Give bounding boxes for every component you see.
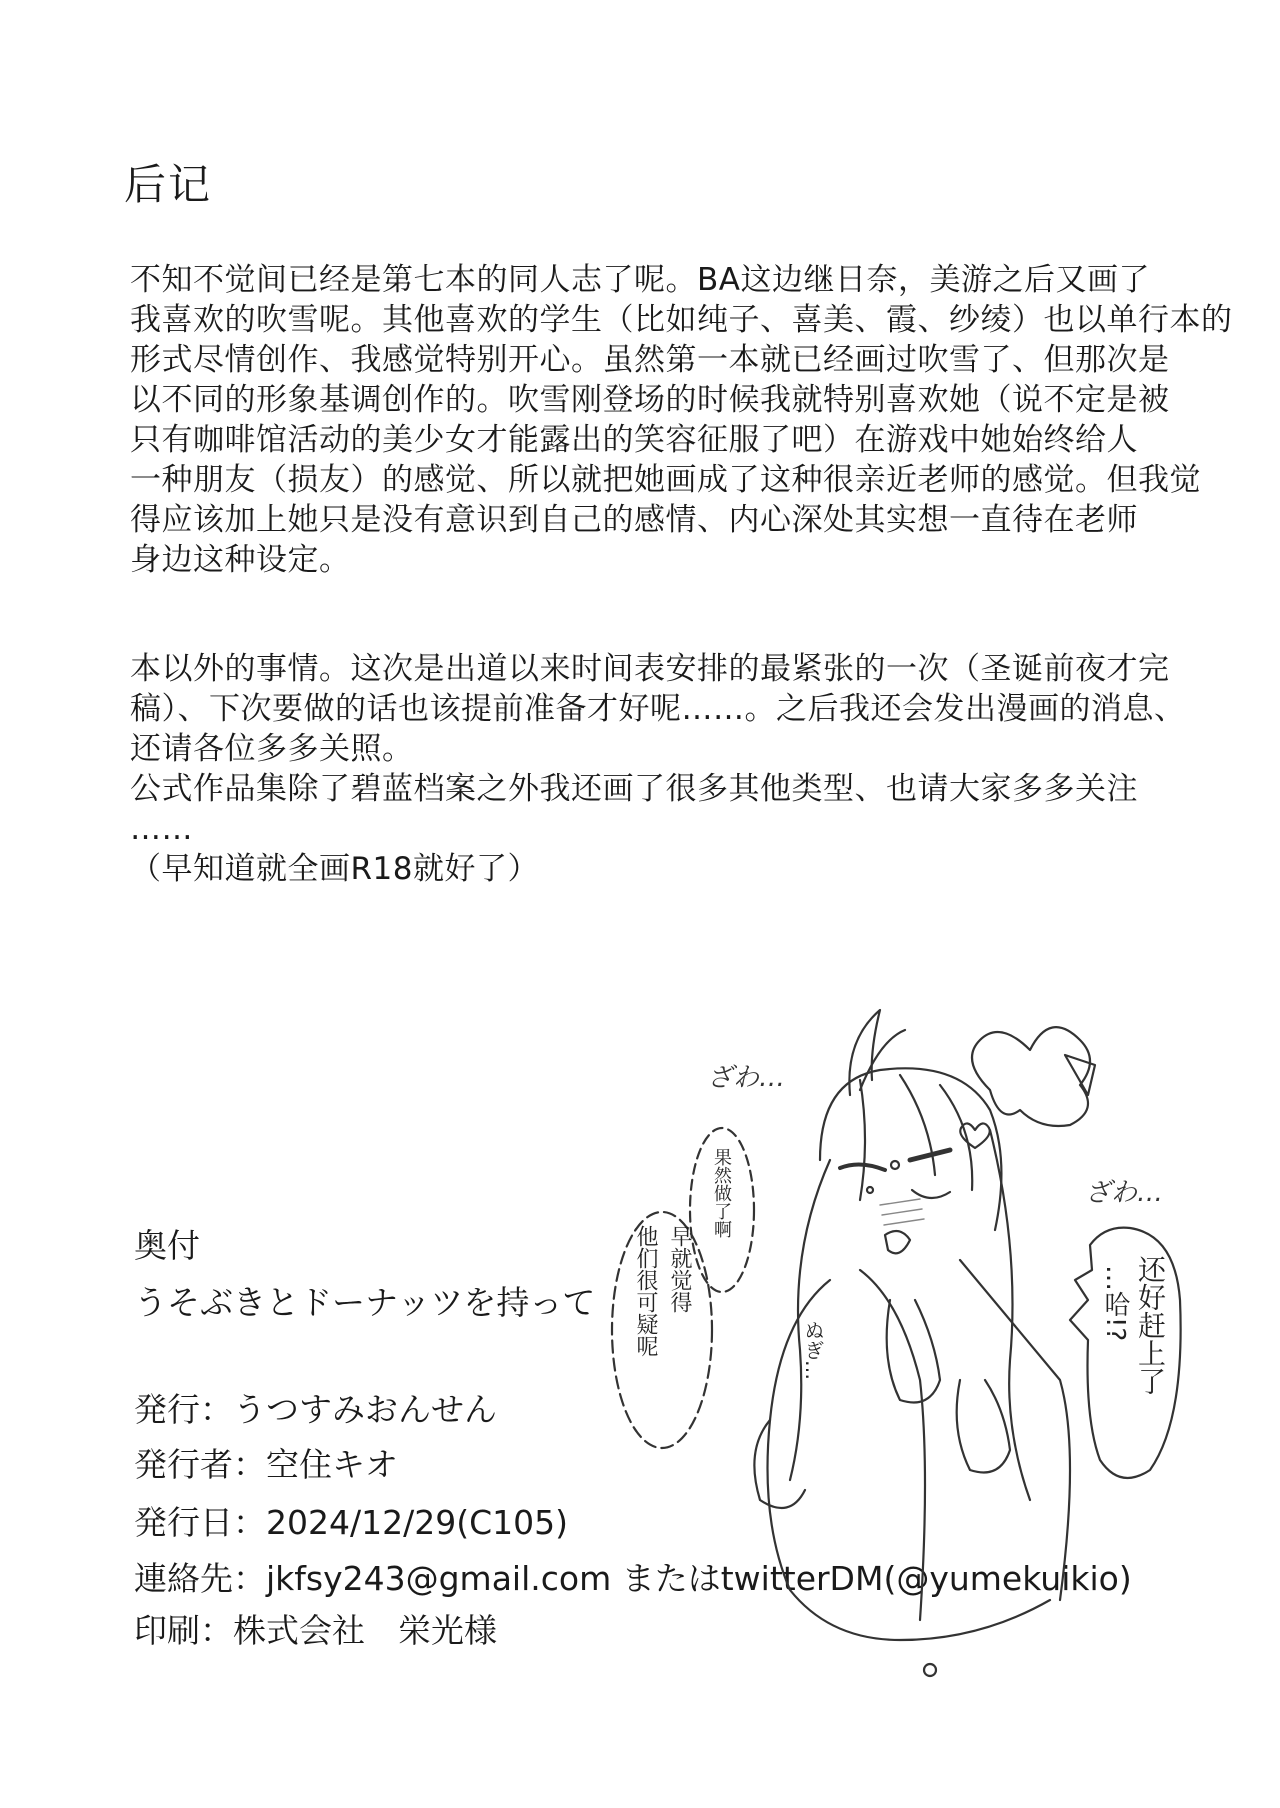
bubble-text-small: 果然做了啊 [711, 1148, 732, 1238]
sfx-zawa-right: ざわ… [1085, 1178, 1164, 1208]
text-line: （早知道就全画R18就好了） [130, 851, 539, 887]
sfx-zawa-left: ざわ… [707, 1063, 786, 1093]
printer: 印刷：株式会社 栄光様 [134, 1611, 497, 1650]
bubble-text-right-col1: 还好赶上了 [1134, 1255, 1167, 1395]
text-line: 公式作品集除了碧蓝档案之外我还画了很多其他类型、也请大家多多关注 [130, 771, 1138, 807]
publisher: 発行：うつすみおんせん [134, 1390, 497, 1429]
issue-date: 発行日：2024/12/29(C105) [134, 1503, 568, 1542]
text-line: 一种朋友（损友）的感觉、所以就把她画成了这种很亲近老师的感觉。但我觉 [130, 462, 1201, 498]
issuer: 発行者：空住キオ [134, 1445, 398, 1484]
text-line: 只有咖啡馆活动的美少女才能露出的笑容征服了吧）在游戏中她始终给人 [130, 422, 1138, 458]
bubble-text-left-col2: 他们很可疑呢 [633, 1225, 658, 1357]
bubble-left [612, 1212, 712, 1448]
colophon-heading: 奥付 [134, 1226, 200, 1265]
bubble-text-left-col1: 早就觉得 [667, 1225, 692, 1313]
sfx-nugi: ぬぎ… [801, 1320, 825, 1380]
text-line: 得应该加上她只是没有意识到自己的感情、内心深处其实想一直待在老师 [130, 502, 1138, 538]
text-line: 稿）、下次要做的话也该提前准备才好呢……。之后我还会发出漫画的消息、 [130, 691, 1186, 727]
text-line: …… [130, 811, 193, 847]
text-line: 形式尽情创作、我感觉特别开心。虽然第一本就已经画过吹雪了、但那次是 [130, 342, 1170, 378]
work-title: うそぶきとドーナッツを持って [134, 1283, 596, 1322]
bubble-text-right-col2: …哈!? [1100, 1265, 1130, 1342]
contact: 連絡先：jkfsy243@gmail.com またはtwitterDM(@yumekuikio) [134, 1559, 1132, 1598]
text-line: 我喜欢的吹雪呢。其他喜欢的学生（比如纯子、喜美、霞、纱绫）也以单行本的 [130, 302, 1233, 338]
text-line: 以不同的形象基调创作的。吹雪刚登场的时候我就特别喜欢她（说不定是被 [130, 382, 1170, 418]
text-line: 不知不觉间已经是第七本的同人志了呢。BA这边继日奈，美游之后又画了 [130, 262, 1150, 298]
text-line: 本以外的事情。这次是出道以来时间表安排的最紧张的一次（圣诞前夜才完 [130, 651, 1170, 687]
text-line: 身边这种设定。 [130, 542, 351, 578]
afterword-title: 后记 [124, 160, 213, 209]
text-line: 还请各位多多关照。 [130, 731, 414, 767]
